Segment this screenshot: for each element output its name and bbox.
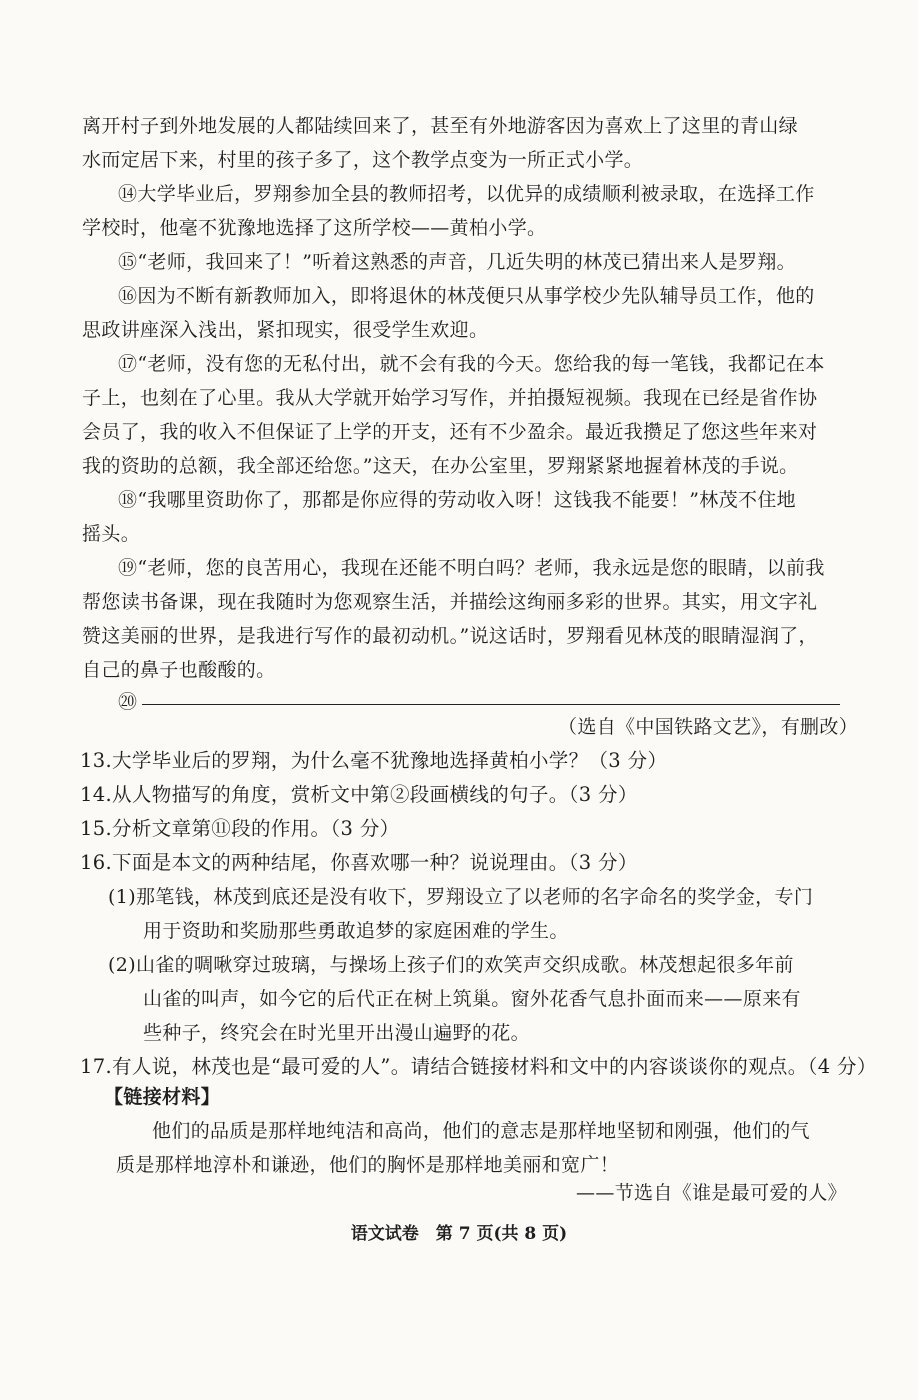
- paragraph-16: ⑯因为不断有新教师加入，即将退休的林茂便只从事学校少先队辅导员工作，他的: [118, 285, 815, 307]
- passage-line: 赞这美丽的世界，是我进行写作的最初动机。”说这话时，罗翔看见林茂的眼睛湿润了，: [82, 625, 818, 647]
- question-16: 16.下面是本文的两种结尾，你喜欢哪一种？说说理由。（3 分）: [80, 851, 638, 874]
- passage-line: 子上，也刻在了心里。我从大学就开始学习写作，并拍摄短视频。我现在已经是省作协: [82, 387, 818, 409]
- passage-line: 离开村子到外地发展的人都陆续回来了，甚至有外地游客因为喜欢上了这里的青山绿: [82, 115, 798, 137]
- link-material-attribution: ——节选自《谁是最可爱的人》: [576, 1182, 847, 1204]
- passage-line: 水而定居下来，村里的孩子多了，这个教学点变为一所正式小学。: [82, 149, 644, 171]
- paragraph-19: ⑲“老师，您的良苦用心，我现在还能不明白吗？老师，我永远是您的眼睛，以前我: [118, 557, 825, 579]
- paragraph-15: ⑮“老师，我回来了！”听着这熟悉的声音，几近失明的林茂已猜出来人是罗翔。: [118, 251, 797, 273]
- question-16-option-2-cont: 些种子，终究会在时光里开出漫山遍野的花。: [143, 1022, 531, 1044]
- answer-blank-line: [142, 704, 840, 705]
- passage-line: 会员了，我的收入不但保证了上学的开支，还有不少盈余。最近我攒足了您这些年来对: [82, 421, 818, 443]
- page-footer: 语文试卷 第 7 页(共 8 页): [350, 1224, 568, 1244]
- question-16-option-1-cont: 用于资助和奖励那些勇敢追梦的家庭困难的学生。: [143, 920, 569, 942]
- paragraph-14: ⑭大学毕业后，罗翔参加全县的教师招考，以优异的成绩顺利被录取，在选择工作: [118, 183, 815, 205]
- passage-line: 思政讲座深入浅出，紧扣现实，很受学生欢迎。: [82, 319, 489, 341]
- paragraph-20-label: ⑳: [118, 691, 138, 713]
- paragraph-18: ⑱“我哪里资助你了，那都是你应得的劳动收入呀！这钱我不能要！”林茂不住地: [118, 489, 797, 511]
- question-14: 14.从人物描写的角度，赏析文中第②段画横线的句子。（3 分）: [80, 783, 638, 806]
- passage-line: 学校时，他毫不犹豫地选择了这所学校——黄柏小学。: [82, 217, 547, 239]
- question-16-option-2-cont: 山雀的叫声，如今它的后代正在树上筑巢。窗外花香气息扑面而来——原来有: [143, 988, 801, 1010]
- question-17: 17.有人说，林茂也是“最可爱的人”。请结合链接材料和文中的内容谈谈你的观点。（4 分）: [80, 1055, 877, 1078]
- question-16-option-1: (1)那笔钱，林茂到底还是没有收下，罗翔设立了以老师的名字命名的奖学金，专门: [108, 886, 814, 908]
- passage-line: 我的资助的总额，我全部还给您。”这天，在办公室里，罗翔紧紧地握着林茂的手说。: [82, 455, 799, 477]
- link-material-text: 他们的品质是那样地纯洁和高尚，他们的意志是那样地坚韧和刚强，他们的气: [152, 1120, 810, 1142]
- passage-line: 自己的鼻子也酸酸的。: [82, 659, 276, 681]
- question-15: 15.分析文章第⑪段的作用。（3 分）: [80, 817, 400, 840]
- passage-line: 帮您读书备课，现在我随时为您观察生活，并描绘这绚丽多彩的世界。其实，用文字礼: [82, 591, 818, 613]
- question-16-option-2: (2)山雀的啁啾穿过玻璃，与操场上孩子们的欢笑声交织成歌。林茂想起很多年前: [108, 954, 794, 976]
- source-citation: （选自《中国铁路文艺》，有删改）: [558, 716, 859, 738]
- paragraph-17: ⑰“老师，没有您的无私付出，就不会有我的今天。您给我的每一笔钱，我都记在本: [118, 353, 825, 375]
- question-13: 13.大学毕业后的罗翔，为什么毫不犹豫地选择黄柏小学？（3 分）: [80, 749, 668, 772]
- passage-line: 摇头。: [82, 523, 141, 545]
- link-material-heading: 【链接材料】: [104, 1086, 221, 1108]
- link-material-text: 质是那样地淳朴和谦逊，他们的胸怀是那样地美丽和宽广！: [116, 1154, 620, 1176]
